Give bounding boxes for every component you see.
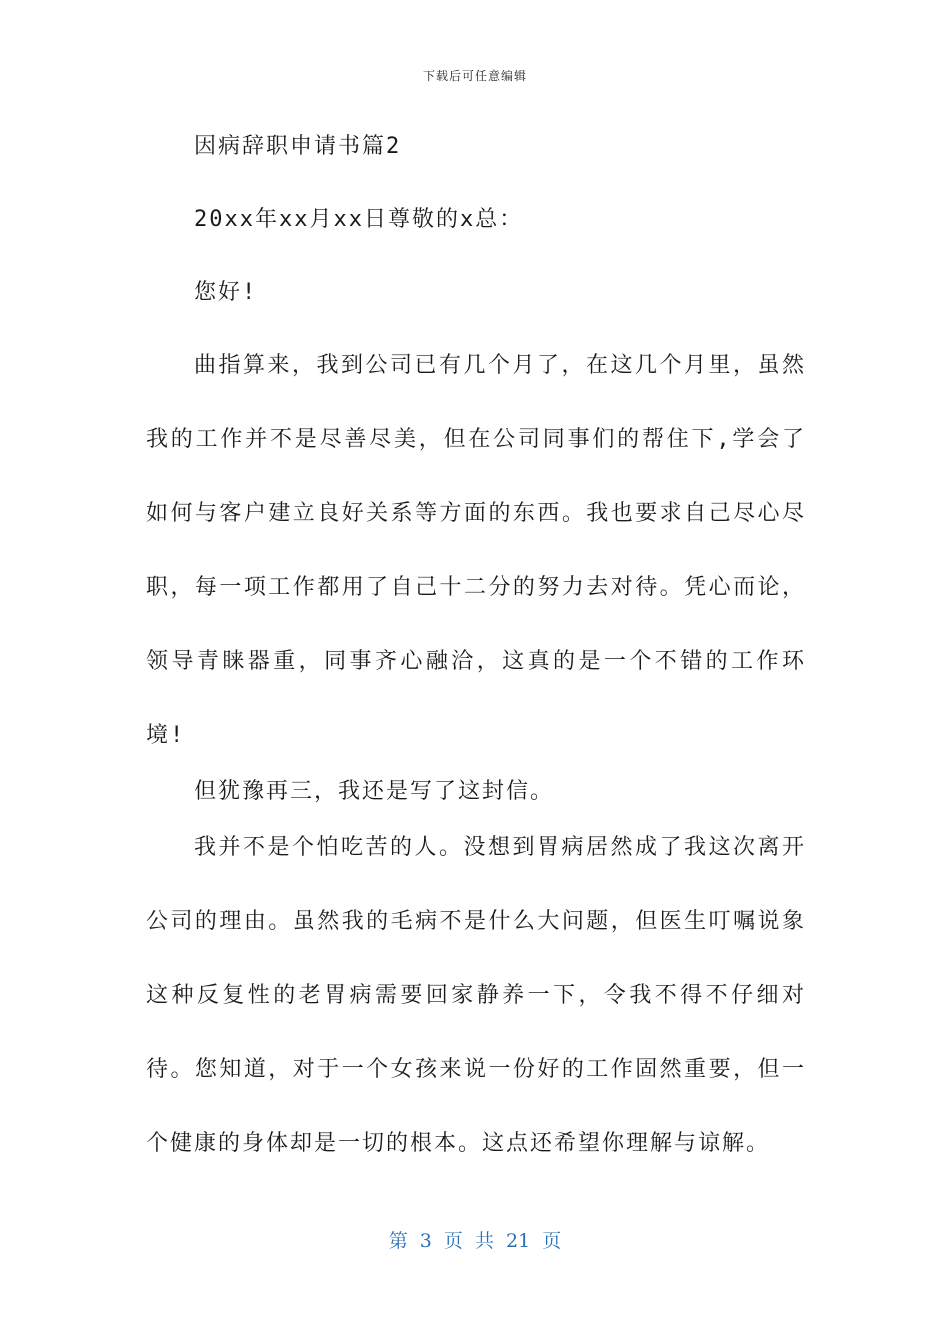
document-title: 因病辞职申请书篇2 xyxy=(194,134,402,159)
paragraph-1: 曲指算来，我到公司已有几个月了，在这几个月里，虽然我的工作并不是尽善尽美，但在公司同事们的帮住下,学会了如何与客户建立良好关系等方面的东西。我也要求自己尽心尽职，每一项工作都用了自己十二分的努力去对待。凭心而论，领导青睐器重，同事齐心融洽，这真的是一个不错的工作环境! xyxy=(146,353,806,748)
paragraph-2: 但犹豫再三，我还是写了这封信。 xyxy=(194,779,555,804)
paragraph-3: 我并不是个怕吃苦的人。没想到胃病居然成了我这次离开公司的理由。虽然我的毛病不是什么大问题，但医生叮嘱说象这种反复性的老胃病需要回家静养一下，令我不得不仔细对待。您知道，对于一个女孩来说一份好的工作固然重要，但一个健康的身体却是一切的根本。这点还希望你理解与谅解。 xyxy=(146,835,806,1156)
document-body xyxy=(146,128,806,1181)
page-number: 第 3 页 共 21 页 xyxy=(388,1230,562,1252)
greeting: 您好! xyxy=(194,280,258,305)
dateline: 20xx年xx月xx日尊敬的x总： xyxy=(194,207,524,232)
header-note: 下载后可任意编辑 xyxy=(422,69,527,83)
